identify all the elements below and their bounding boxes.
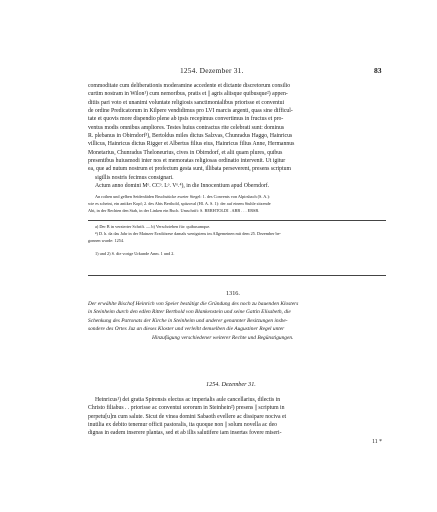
footnote-line: a) Der B in verzierter Schrift. — b) Verschrieben für: quibusumque. — [95, 224, 211, 229]
text-line: ventus modis omnibus ampliores. Testes huius contractus rite celebrati sunt: dominus — [88, 124, 285, 131]
summary-line: sondere des Ortes Juz an dieses Kloster und verleiht demselben die Augustiner Regel unter — [88, 326, 285, 333]
note-line: Abt, in der Rechten den Stab, in der Linken ein Buch. Umschrift: S. BERHTOLDI . ABB . . . ERSB. — [88, 207, 260, 213]
summary-line: Schenkung des Patronats der Kirche in Steinheim und anderer genannter Besitzungen insbe- — [88, 317, 288, 324]
text-line: de ordine Predicatorum in Kilpere vendidimus pro LVI marcis argenti, quas sine difficul- — [88, 108, 293, 115]
footnote-line: ⁴) D. h. da das Jahr in der Mainzer Erzdiözese damals wenigstens im Allgemeinen mit dem 25. Dezember be- — [95, 230, 281, 236]
text-line: R. plebanus in Obirndorf³), Bertoldus miles dictus Salzvas, Chunradus Haggo, Hainricus — [88, 133, 293, 140]
factual-footnotes — [88, 251, 386, 258]
textual-footnotes — [88, 224, 386, 245]
seal-description — [88, 194, 386, 215]
summary-line: in Steinheim durch den edlen Ritter Berthold von Blankenstein und seine Gattin Elisabeth, die — [88, 309, 291, 316]
page-number: 83 — [374, 66, 382, 75]
text-line: inutilia ex debito tenemur officii pastoralis, ita quoque non || solum novella ac deo — [88, 422, 278, 429]
charter-text — [88, 396, 386, 446]
summary-line: Hinzufügung verschiedener weiterer Rechte und Begünstigungen. — [152, 334, 294, 341]
charter-main-text — [88, 82, 386, 190]
note-line: An rothen und gelben Seidenfäden Bruchstücke zweier Siegel: 1. des Convents von Alpirsbach (S. A.): — [95, 194, 271, 199]
text-line: Christo filiabus . . priorisse ac conventui sororum in Steinhein²) presens || scriptum in — [88, 405, 285, 412]
footnote-line: gonnen wurde: 1254. — [88, 237, 125, 243]
text-line: Monetarius, Chunradus Theloneurius, cives in Obirndorf, et alii quam plures, quibus — [88, 149, 283, 156]
running-header-date: 1254. Dezember 31. — [180, 66, 244, 75]
text-line: dignas in eadem inserere plantas, sed et ab illis salutifere iam insertas fovere miseri- — [88, 430, 282, 437]
text-line: tate et quovis more dispendio plene ab ipsis recepimus convertimus in fructus et pro- — [88, 116, 284, 123]
text-line: commoditate cum deliberationis moderamine accedente et dictante discretorum consilio — [88, 83, 291, 89]
text-line: ea, que ad nutum nostrum et profectum gesta sunt, illibata perseverent, presens scriptum — [88, 166, 291, 173]
document-number: 1316. — [226, 290, 240, 297]
text-line: Actum anno domini Mᵒ. CCᵒ. Lᵒ. Vᵒ.⁴), in die Innocentium apud Oberndorf. — [95, 183, 270, 190]
text-line: perpetu[u]m cum salute. Sicut de vinea domini Sabaoth evellere ac dissipare nociva et — [88, 413, 287, 420]
summary-line: Der erwählte Bischof Heinrich von Speier bestätigt die Gründung des noch zu bauenden Klosters — [88, 301, 299, 307]
document-summary — [88, 300, 386, 342]
footnote-line: 1) und 2) S. die vorige Urkunde Anm. 1 und 2. — [95, 251, 175, 256]
section-divider — [88, 275, 386, 276]
signature-mark: 11 * — [372, 438, 382, 445]
footnote-divider — [88, 220, 386, 221]
text-line: presentibus huiusmodi inter nos et memoratas religiosas ordinatio intervenit. Ut igitur — [88, 158, 286, 165]
text-line: villicus, Hainricus dictus Rigger et Albertus filius eius, Hainricus filius Anne, Hermannus — [88, 141, 295, 148]
text-line: sigillis nostris fecimus consignari. — [95, 174, 174, 181]
text-line: ditiis pari voto et unanimi voluntate religiosis sanctimonialibus priorisse et conventui — [88, 99, 285, 106]
text-line: curtim nostram in Wilon¹) cum nemoribus, pratis et || agris aliisque quibusque²) appen- — [88, 91, 288, 98]
text-line: Heinricus¹) dei gratia Spirensis electus ac imperialis aule cancellarius, dilectis in — [95, 397, 281, 403]
note-line: wie es scheint, ein antiker Kopf; 2. des Abts Berthold, spitzoval (Hl. A. S. 1): der auf einem Stuhle sitzende — [88, 200, 271, 206]
document-date: 1254. Dezember 31. — [206, 381, 256, 388]
